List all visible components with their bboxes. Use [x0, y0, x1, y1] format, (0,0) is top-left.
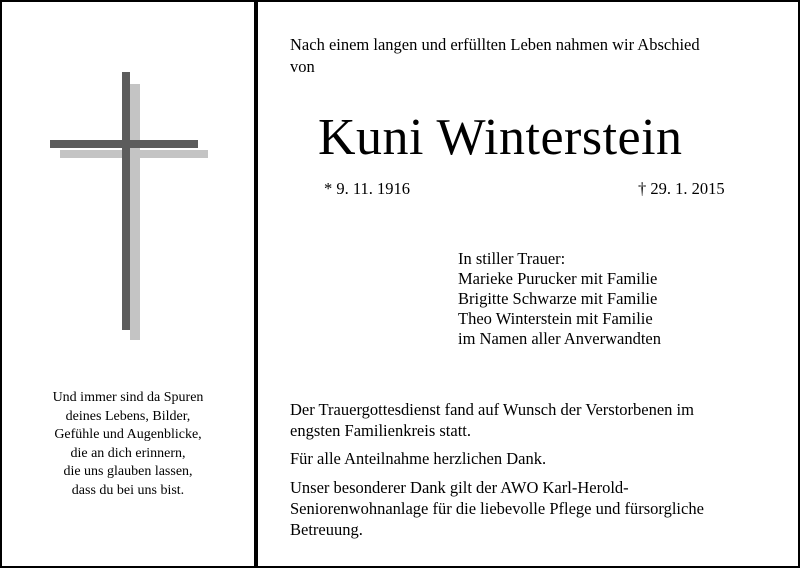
service-paragraph: [290, 399, 770, 441]
cross-shadow-horizontal: [60, 150, 208, 158]
mourners-list: [458, 249, 661, 349]
special-thanks-line: Unser besonderer Dank gilt der AWO Karl-Herold-: [290, 478, 629, 497]
poem-line: Gefühle und Augenblicke,: [54, 427, 202, 442]
special-thanks-line: Seniorenwohnanlage für die liebevolle Pflege und fürsorgliche: [290, 499, 704, 518]
poem-line: Und immer sind da Spuren: [52, 390, 204, 405]
mourner-name: Marieke Purucker mit Familie: [458, 269, 658, 288]
column-divider: [254, 2, 258, 566]
intro-line: Nach einem langen und erfüllten Leben nahmen wir Abschied: [290, 35, 700, 54]
mourner-name: Theo Winterstein mit Familie: [458, 309, 653, 328]
special-thanks-paragraph: [290, 477, 780, 540]
intro-line: von: [290, 57, 315, 76]
intro-text: [290, 34, 770, 78]
special-thanks-line: Betreuung.: [290, 520, 363, 539]
poem-line: deines Lebens, Bilder,: [65, 408, 191, 424]
mourner-name: im Namen aller Anverwandten: [458, 329, 661, 348]
cross-beam-vertical: [122, 72, 130, 330]
service-line: engsten Familienkreis statt.: [290, 421, 472, 440]
memorial-poem: [22, 389, 234, 500]
mourner-name: Brigitte Schwarze mit Familie: [458, 289, 658, 308]
service-line: Der Trauergottesdienst fand auf Wunsch der Verstorbenen im: [290, 400, 694, 419]
cross-icon: [50, 72, 210, 342]
poem-line: dass du bei uns bist.: [71, 482, 185, 498]
mourners-heading: In stiller Trauer:: [458, 249, 566, 268]
thanks-paragraph: Für alle Anteilnahme herzlichen Dank.: [290, 449, 547, 468]
deceased-name: Kuni Winterstein: [318, 109, 683, 166]
death-date: † 29. 1. 2015: [638, 179, 725, 198]
cross-shadow-vertical: [130, 84, 140, 340]
cross-beam-horizontal: [50, 140, 198, 148]
birth-date: * 9. 11. 1916: [324, 179, 411, 198]
poem-line: die an dich erinnern,: [70, 445, 186, 461]
poem-line: die uns glauben lassen,: [63, 464, 193, 479]
